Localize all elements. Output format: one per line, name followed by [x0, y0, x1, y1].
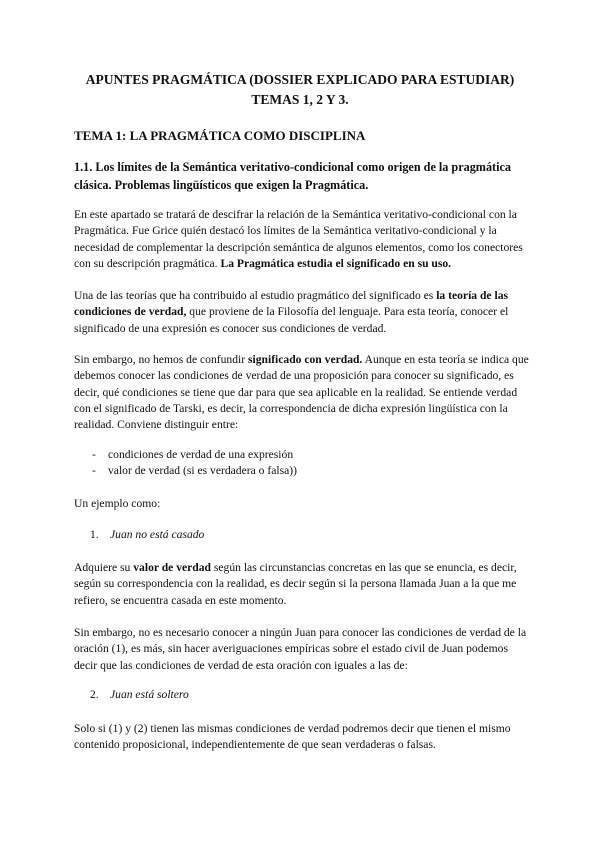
paragraph-3-bold: significado con verdad. [248, 353, 363, 366]
bullet-text: condiciones de verdad de una expresión [108, 448, 294, 461]
document-title [60, 70, 540, 110]
bullet-item [92, 447, 293, 463]
example-intro: Un ejemplo como: [74, 497, 161, 510]
example-1-text: Juan no está casado [110, 528, 205, 541]
paragraph-4-text-a: Adquiere su [74, 561, 134, 574]
example-1 [90, 528, 204, 541]
paragraph-3 [74, 352, 530, 433]
example-1-number: 1. [90, 528, 99, 541]
paragraph-2 [74, 288, 530, 337]
bullet-marker: - [92, 464, 96, 477]
bullet-item [92, 463, 297, 479]
example-2 [90, 688, 189, 701]
bullet-text: valor de verdad (si es verdadera o falsa)) [108, 464, 297, 477]
paragraph-5: Sin embargo, no es necesario conocer a ningún Juan para conocer las condiciones de verdad de la oración (1), es más, sin hacer averiguaciones empíricas sobre el estado civil de Juan podemos decir que las condiciones de verdad de esta oración con iguales a las de: [74, 626, 527, 672]
paragraph-1-bold: La Pragmática estudia el significado en su uso. [220, 256, 452, 270]
paragraph-2-text-b: que proviene de la Filosofía del lenguaje. Para esta teoría, conocer el significado de una expresión es conocer sus condiciones de verdad. [74, 305, 509, 335]
paragraph-3-text-a: Sin embargo, no hemos de confundir [74, 353, 248, 366]
section-1-1-heading: 1.1. Los límites de la Semántica veritativo-condicional como origen de la pragmática clásica. Problemas lingüísticos que exigen la Pragmática. [74, 160, 512, 192]
paragraph-4-text-b: según las circunstancias concretas en las que se enuncia, es decir, según su correspondencia con la realidad, es decir según si la persona llamada Juan a la que me refiero, se encuentra casada en este momento. [74, 561, 517, 607]
paragraph-1-text: En este apartado se tratará de descifrar la relación de la Semántica veritativo-condicional con la Pragmática. Fue Grice quién destacó los límites de la Semántica veritativo-condicional y la necesidad de complementar la descripción semántica de algunos elementos, como los conectores con su descripción pragmática. [74, 208, 523, 270]
example-2-number: 2. [90, 688, 99, 701]
paragraph-4 [74, 560, 530, 609]
example-2-text: Juan está soltero [110, 688, 189, 701]
title-line-1: APUNTES PRAGMÁTICA (DOSSIER EXPLICADO PARA ESTUDIAR) [85, 72, 515, 87]
paragraph-1 [74, 207, 530, 272]
paragraph-2-bold: la teoría de las condiciones de verdad, [74, 289, 509, 319]
paragraph-3-text-b: Aunque en esta teoría se indica que debemos conocer las condiciones de verdad de una proposición para conocer su significado, es decir, qué condiciones se tiene que dar para que sea aplicable en la realidad. Se entiende verdad con el significado de Tarski, es decir, la correspondencia de dicha expresión lingüística con la realidad. Conviene distinguir entre: [74, 353, 529, 432]
paragraph-6: Solo si (1) y (2) tienen las mismas condiciones de verdad podremos decir que tienen el mismo contenido proposicional, independientemente de que sean verdaderas o falsas. [74, 722, 511, 752]
paragraph-4-bold: valor de verdad [133, 561, 211, 574]
bullet-marker: - [92, 448, 96, 461]
paragraph-2-text-a: Una de las teorías que ha contribuido al estudio pragmático del significado es [74, 289, 437, 302]
tema-1-heading: TEMA 1: LA PRAGMÁTICA COMO DISCIPLINA [74, 128, 366, 143]
title-line-2: TEMAS 1, 2 Y 3. [251, 92, 349, 107]
